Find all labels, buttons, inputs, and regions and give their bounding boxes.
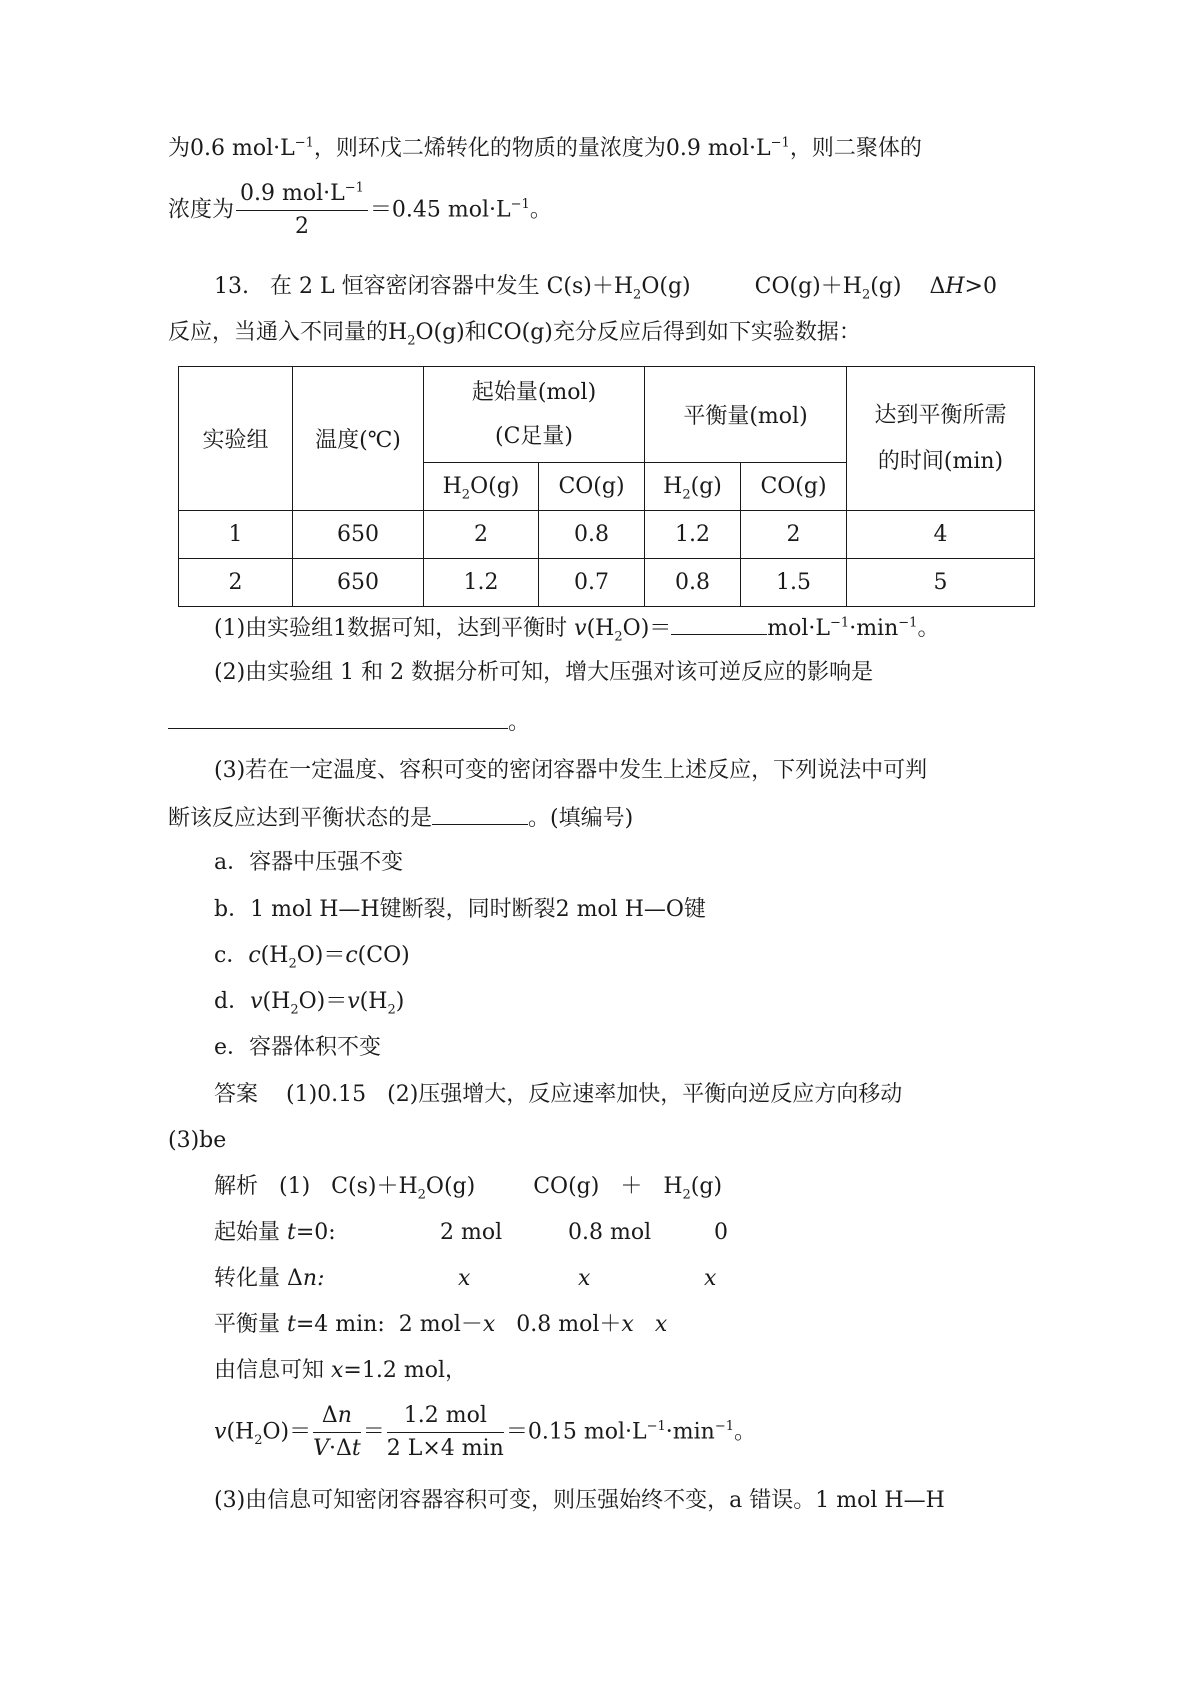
value: x [578,1266,591,1291]
superscript: −1 [898,615,918,631]
text: a．容器中压强不变 [214,850,404,875]
text: =0: [295,1220,336,1245]
fraction-numerator [313,1402,361,1433]
subscript: 2 [861,287,871,303]
subheader-co-equilibrium: CO(g) [741,463,847,511]
value: 0 [714,1220,728,1245]
italic-variable: t [287,1220,296,1245]
text: (g) [870,274,902,299]
text: ，则二聚体的 [789,136,922,161]
answer-part-3: (3)be [168,1128,227,1153]
fraction-denominator: 2 [294,214,309,239]
text: 起始量 [214,1220,287,1245]
superscript: −1 [646,1419,666,1435]
italic-variable: x [331,1358,344,1383]
subscript: 2 [461,487,471,503]
fraction-denominator [313,1433,361,1463]
italic-variable: c [345,943,358,968]
value: x [704,1266,717,1291]
subquestion-2-blank-line [168,706,530,738]
text: Δ [321,1403,338,1428]
text: (3)若在一定温度、容积可变的密闭容器中发生上述反应，下列说法中可判 [214,758,928,783]
text: ＋ [620,1174,643,1199]
text: 在 2 L 恒容密闭容器中发生 C(s)＋H [269,274,634,299]
experiment-data-table [178,366,1035,607]
italic-variable: t [287,1312,296,1337]
table-row [179,559,1035,607]
header-initial-amount-line-2: (C足量) [495,423,573,449]
text: 反应，当通入不同量的H [168,320,408,345]
question-13-line-2 [168,318,861,348]
subscript: 2 [407,333,416,349]
table-cell: 1.2 [424,559,539,607]
italic-variable: v [574,616,587,641]
table-cell: 650 [293,511,424,559]
question-number: 13. [214,274,249,299]
answer-blank[interactable] [671,612,767,635]
text-line-1 [168,134,922,164]
text: ，则环戊二烯转化的物质的量浓度为0.9 mol·L [313,136,771,161]
option-d [214,987,404,1017]
text: (g) [690,1174,723,1199]
header-temperature: 温度(℃) [293,367,424,511]
subheader-h2 [645,463,741,511]
text: O)＝ [296,943,346,968]
italic-variable: x [654,1312,668,1337]
text: ·min [849,616,899,641]
table-row [179,511,1035,559]
fraction [236,180,368,241]
superscript: −1 [294,135,314,151]
subscript: 2 [417,1187,426,1203]
answer-part-1: (1)0.15 [286,1082,367,1107]
analysis-part-3 [214,1486,945,1516]
text: 。 [734,1419,757,1445]
text: : [317,1266,325,1291]
header-equilibrium-amount: 平衡量(mol) [645,367,847,463]
subheader-co-initial: CO(g) [539,463,645,511]
text: H [663,1174,683,1199]
header-time-line-1: 达到平衡所需 [874,402,1007,428]
text: >0 [964,274,997,299]
table-cell: 2 [741,511,847,559]
italic-variable: n [337,1403,352,1428]
subscript: 2 [254,1432,263,1448]
text: H [663,474,683,499]
text: C(s)＋H [331,1174,418,1199]
italic-variable: V [313,1436,330,1461]
text: O)＝ [622,616,672,641]
text: ·min [665,1419,715,1445]
text: (1)由实验组1数据可知，达到平衡时 [214,616,575,641]
text: (H [226,1419,255,1445]
subheader-h2o [424,463,539,511]
text: CO(g)＋H [754,274,862,299]
table-cell: 1.2 [645,511,741,559]
italic-variable: v [214,1419,227,1445]
text: (3)由信息可知密闭容器容积可变，则压强始终不变，a 错误。1 mol H—H [214,1488,945,1513]
fraction [313,1402,361,1463]
fraction [387,1402,504,1463]
text: 浓度为 [168,197,235,223]
subscript: 2 [614,629,623,645]
text: CO(g) [533,1174,600,1199]
text: e．容器体积不变 [214,1035,382,1060]
header-initial-amount-line-1: 起始量(mol) [471,379,597,405]
text: 0.9 mol·L [240,181,345,206]
text: 。 [917,616,940,641]
subscript: 2 [633,287,642,303]
text: 转化量 Δ [214,1266,303,1291]
text: (H [260,943,289,968]
table-cell: 0.8 [539,511,645,559]
table-cell: 1 [179,511,293,559]
text: 。 [508,710,531,735]
text: 。 [529,197,552,223]
table-cell: 0.7 [539,559,645,607]
text: O(g) [470,474,520,499]
text: d． [214,989,251,1014]
subscript: 2 [288,956,297,972]
text: 平衡量 [214,1312,287,1337]
text: O(g) [425,1174,476,1199]
answer-line-2 [168,1126,226,1156]
text: c． [214,943,249,968]
italic-variable: v [347,989,360,1014]
header-time-line-2: 的时间(min) [877,448,1004,474]
table-cell: 2 [179,559,293,607]
text: 由信息可知 [214,1358,331,1383]
superscript: −1 [770,135,790,151]
text-line-2 [168,180,552,241]
text: H [442,474,462,499]
italic-variable: n [302,1266,318,1291]
superscript: −1 [510,197,530,213]
subquestion-2 [214,658,873,688]
answer-blank[interactable] [432,802,528,825]
text: (H [359,989,388,1014]
table-cell: 2 [424,511,539,559]
value: 2 mol [440,1220,503,1245]
text: =4 min: [295,1312,385,1337]
italic-variable: v [250,989,263,1014]
fraction-numerator [236,180,368,211]
fraction-numerator: 1.2 mol [387,1402,504,1433]
answer-line-1 [214,1080,902,1110]
text: (H [586,616,615,641]
text: 2 mol－ [398,1312,483,1337]
text: (g) [690,474,722,499]
text: O(g) [641,274,691,299]
text: ＝0.45 mol·L [369,197,511,223]
analysis-info [214,1356,467,1386]
table-cell: 0.8 [645,559,741,607]
subquestion-1 [214,612,939,644]
header-initial-amount [424,367,645,463]
answer-part-2: (2)压强增大，反应速率加快，平衡向逆反应方向移动 [387,1082,903,1107]
option-b [214,895,706,925]
text: mol·L [767,616,831,641]
italic-variable: t [351,1436,361,1461]
question-13-line-1 [214,272,997,302]
text: (CO) [357,943,410,968]
analysis-equilibrium-row [214,1310,814,1340]
value: 0.8 mol [568,1220,652,1245]
text: ·Δ [329,1436,352,1461]
answer-label: 答案 [214,1082,259,1107]
text: O)＝ [298,989,348,1014]
text: ＝0.15 mol·L [505,1419,647,1445]
text: 0.8 mol＋ [516,1312,622,1337]
italic-variable: c [248,943,261,968]
subscript: 2 [387,1002,396,1018]
subscript: 2 [682,487,691,503]
superscript: −1 [714,1419,734,1435]
text: 断该反应达到平衡状态的是 [168,806,433,831]
text: =1.2 mol， [343,1358,467,1383]
italic-variable: x [621,1312,634,1337]
header-time-to-equilibrium [847,367,1035,511]
table-cell: 650 [293,559,424,607]
text: (H [262,989,291,1014]
analysis-label: 解析 [214,1174,259,1199]
text: 为0.6 mol·L [168,136,295,161]
text: b．1 mol H—H键断裂，同时断裂2 mol H—O键 [214,897,706,922]
table-cell: 4 [847,511,1035,559]
text: (2)由实验组 1 和 2 数据分析可知，增大压强对该可逆反应的影响是 [214,660,874,685]
analysis-change-row [214,1264,814,1294]
value: x [458,1266,471,1291]
text: ＝ [362,1419,385,1445]
table-cell: 5 [847,559,1035,607]
text: ) [395,989,405,1014]
text: Δ [929,274,946,299]
option-e [214,1033,381,1063]
analysis-reaction [214,1172,722,1202]
fraction-denominator: 2 L×4 min [386,1436,504,1461]
subquestion-3-line-1 [214,756,927,786]
superscript: −1 [344,180,364,196]
subscript: 2 [290,1002,299,1018]
italic-variable: x [482,1312,496,1337]
italic-variable: H [945,274,965,299]
subscript: 2 [682,1187,691,1203]
text: (1) [279,1174,311,1199]
text: O)＝ [262,1419,312,1445]
superscript: −1 [830,615,850,631]
text: 。(填编号) [528,806,634,831]
answer-blank[interactable] [168,706,508,729]
text: O(g)和CO(g)充分反应后得到如下实验数据： [415,320,861,345]
option-a [214,848,403,878]
option-c [214,941,410,971]
analysis-initial-row [214,1218,814,1248]
analysis-rate-calculation [214,1402,756,1463]
subquestion-3-line-2 [168,802,633,834]
table-cell: 1.5 [741,559,847,607]
header-experiment-group: 实验组 [179,367,293,511]
